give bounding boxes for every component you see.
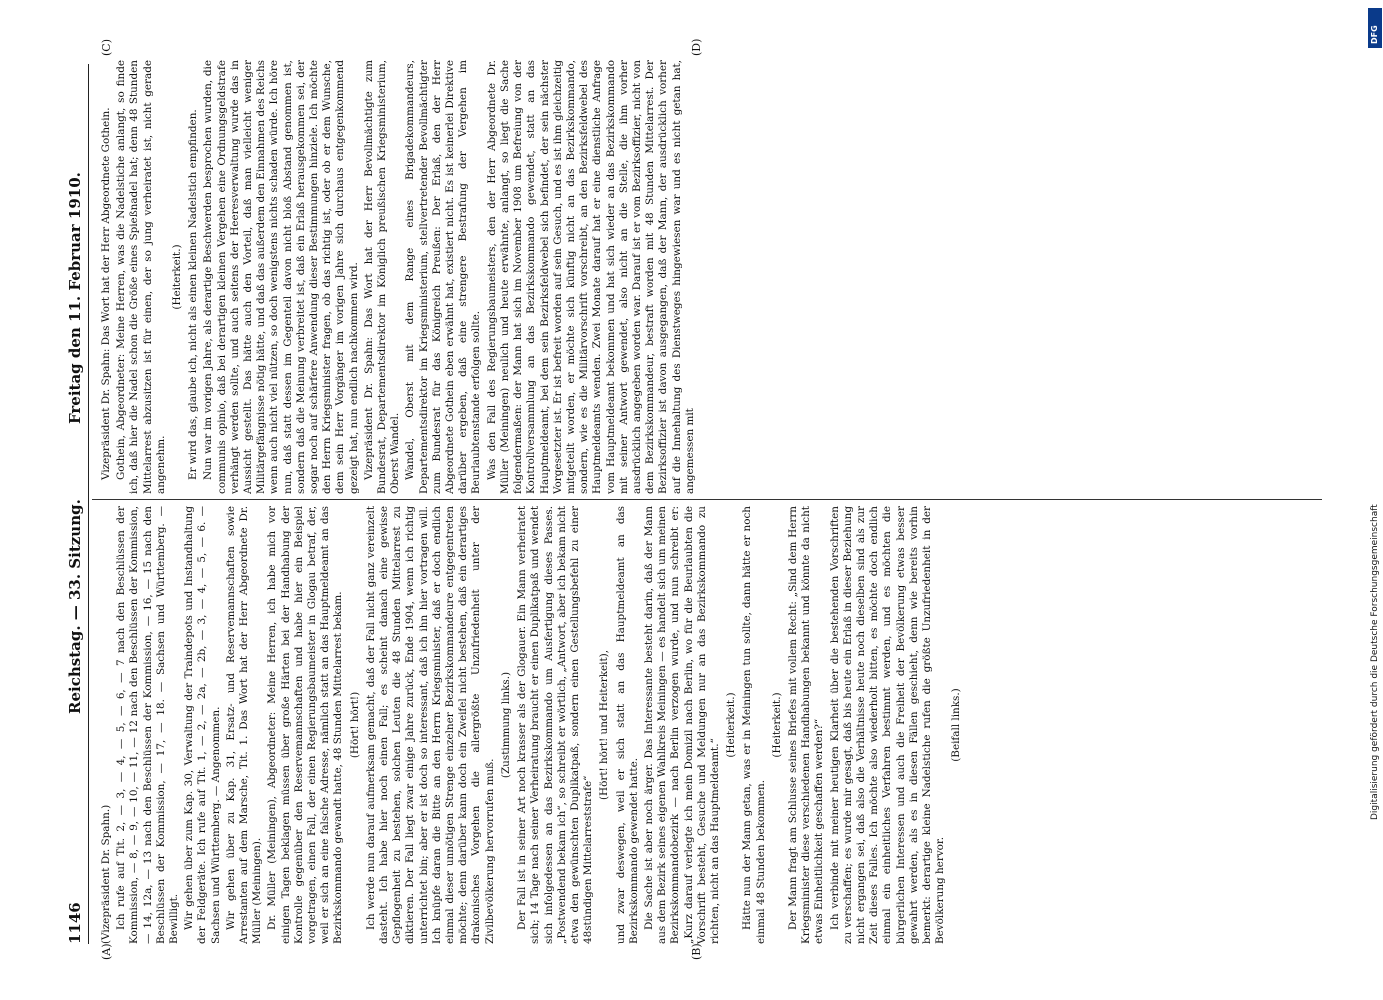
funding-credit: Digitalisierung gefördert durch die Deutsche Forschungsgemeinschaft	[1370, 504, 1380, 820]
dfg-logo-text: DFG	[1370, 25, 1379, 44]
page-header	[58, 64, 89, 944]
margin-marker-d: (D)	[690, 38, 703, 56]
paragraph: und zwar deswegen, weil er sich statt an das Hauptmeldeamt an das Bezirkskommando gewendet hatte.	[614, 506, 640, 944]
interjection: (Hört! hört!)	[348, 691, 361, 759]
paragraph: Wandel, Oberst mit dem Range eines Brigadekommandeurs, Departementsdirektor im Kriegsministerium, stellvertretender Bevollmächtigter zum Bundesrat für das Königreich Preußen: Der Erlaß, den der Herr Abgeordnete Gothein eben erwähnt hat, existiert nicht. Es ist keinerlei Direktive darüber ergeben, daß eine strengere Bestrafung der Vergehen im Beurlaubtenstande erfolgen sollte.	[404, 60, 483, 494]
paragraph: Ich rufe auf Tit. 2, — 3, — 4, — 5, — 6, — 7 nach den Beschlüssen der Kommission, — 8, — 9, — 10, — 11, — 12 nach den Beschlüssen der Kommission, — 14, 12a, — 13 nach den Beschlüssen der Kommission, — 16, — 15 nach den Beschlüssen der Kommission, — 17, — 18. — Sachsen und Württemberg. — Bewilligt.	[115, 506, 181, 944]
paragraph: Er wird das, glaube ich, nicht als einen kleinen Nadelstich empfinden.	[187, 109, 200, 480]
paragraph: Wir gehen über zum Kap. 30, Verwaltung der Traindepots und Instandhaltung der Feldgeräte. Ich rufe auf Tit. 1, — 2, — 2a, — 2b, — 3, — 4, — 5, — 6. — Sachsen und Württemberg. — Angenommen.	[183, 506, 222, 944]
paragraph: Vizepräsident Dr. Spahn: Das Wort hat der Herr Abgeordnete Gothein.	[100, 107, 112, 480]
interjection: (Hört! hört! und Heiterkeit),	[598, 649, 611, 801]
text-column-left	[100, 506, 1318, 944]
paragraph: (Vizepräsident Dr. Spahn.)	[100, 804, 112, 944]
paragraph: Dr. Müller (Meiningen), Abgeordneter: Meine Herren, ich habe mich vor einigen Tagen beklagen müssen über große Härten bei der Handhabung der Kontrolle gegenüber den Reservemannschaften und habe hier ein Beispiel vorgetragen, einen Fall, der einen Regierungsbaumeister in Glogau betraf, der, weil er sich an eine falsche Adresse, nämlich statt an das Hauptmeldeamt an das Bezirkskommando gewandt hatte, 48 Stunden Mittelarrest bekam.	[266, 506, 345, 944]
paragraph: Der Mann fragt am Schlusse seines Briefes mit vollem Recht: „Sind dem Herrn Kriegsminister diese verschiedenen Handhabungen bekannt und könnte da nicht etwas Einheitlichkeit geschaffen werden?“	[786, 506, 826, 944]
margin-marker-c: (C)	[100, 39, 113, 56]
paragraph: Ich werde nun darauf aufmerksam gemacht, daß der Fall nicht ganz vereinzelt dasteht. Ich habe hier noch einen Fall; es scheint danach eine gewisse Gepflogenheit zu bestehen, solchen Leuten die 48 Stunden Mittelarrest zu diktieren. Der Fall liegt zwar einige Jahre zurück, Ende 1904, wenn ich richtig unterrichtet bin; aber er ist doch so interessant, daß ich ihn hier vortragen will. Ich knüpfe daran die Bitte an den Herrn Kriegsminister, daß er doch endlich einmal dieser unnötigen Strenge einzelner Bezirkskommandeure entgegentreten möchte; denn darüber kann doch ein Zweifel nicht bestehen, daß ein derartiges drakonisches Vorgehen die allergrößte Unzufriedenheit unter der Zivilbevölkerung hervorrufen muß.	[364, 506, 496, 944]
page-number: 1146	[66, 902, 84, 944]
interjection: (Heiterkeit.)	[770, 692, 783, 758]
paragraph: Wir gehen über zu Kap. 31, Ersatz- und Reservemannschaften sowie Arrestanten auf dem Marsche, Tit. 1. Das Wort hat der Herr Abgeordnete Dr. Müller (Meiningen).	[224, 506, 264, 944]
column-divider	[92, 499, 1322, 500]
paragraph: Nun war im vorigen Jahre, als derartige Beschwerden besprochen wurden, die communis opinio, daß bei derartigen kleinen Vergehen eine Ordnungsgeldstrafe verhängt werden sollte, und auch seitens der Heeresverwaltung wurde das in Aussicht gestellt. Das hätte auch den Vorteil, daß man vielleicht weniger Militärgefängnisse nötig hätte, und daß das außerdem den Einnahmen des Reichs wenn auch nicht viel nützen, so doch wenigstens nichts schaden würde. Ich höre nun, daß statt dessen im Gegenteil davon nicht bloß Abstand genommen ist, sondern daß die Meinung verbreitet ist, daß ein Erlaß herausgekommen sei, der sogar noch auf schärfere Anwendung dieser Bestimmungen hinziele. Ich möchte den Herrn Kriegsminister fragen, ob das richtig ist, oder ob er dem Wunsche, dem sein Herr Vorgänger im vorigen Jahre sich durchaus entgegenkommend gezeigt hat, nun endlich nachkommen wird.	[202, 60, 360, 494]
paragraph: Ich verbinde mit meiner heutigen Klarheit über die bestehenden Vorschriften zu verschaffen; es wurde mir gesagt, daß bis heute ein Erlaß in dieser Beziehung nicht ergangen sei, daß also die Verhältnisse heute noch dieselben sind als zur Zeit dieses Falles. Ich möchte also wiederholt bitten, es möchte doch endlich einmal ein einheitliches Verfahren bestimmt werden, und es möchten die bürgerlichen Interessen und auch die Freiheit der Bevölkerung etwas besser gewahrt werden, als es in diesen Fällen geschieht, denn wie bereits vorhin bemerkt: derartige kleine Nadelstiche rufen die größte Unzufriedenheit in der Bevölkerung hervor.	[828, 506, 947, 944]
paragraph: Die Sache ist aber noch ärger. Das Interessante besteht darin, daß der Mann aus dem Bezirk seines eigenen Wahlkreis Meiningen — es handelt sich um meinen Bezirkskommandobezirk — nach Berlin verzogen wurde, und nun schreibt er: „Kurz darauf verlegte ich mein Domizil nach Berlin, wo für die Beurlaubten die Vorschrift besteht, Gesuche und Meldungen nur an das Bezirkskommando zu richten, nicht an das Hauptmeldeamt.“	[642, 506, 721, 944]
margin-marker-a: (A)	[100, 943, 113, 960]
session-date: Freitag den 11. Februar 1910.	[66, 172, 84, 424]
text-column-right	[100, 60, 1318, 494]
margin-marker-b: (B)	[690, 943, 703, 960]
interjection: (Zustimmung links.)	[499, 671, 512, 779]
interjection: (Heiterkeit.)	[725, 692, 738, 758]
paragraph: Gothein, Abgeordneter: Meine Herren, was die Nadelstiche anlangt, so finde ich, daß hier die Nadel schon die Größe eines Spießnadel hat; denn 48 Stunden Mittelarrest abzusitzen ist für einen, der so jung verheiratet ist, nicht gerade angenehm.	[115, 60, 167, 494]
interjection: (Heiterkeit.)	[171, 244, 184, 310]
interjection: (Beifall links.)	[950, 688, 963, 762]
paragraph: Hätte nun der Mann getan, was er in Meiningen tun sollte, dann hätte er noch einmal 48 Stunden bekommen.	[741, 506, 767, 944]
paragraph: Was den Fall des Regierungsbaumeisters, den der Herr Abgeordnete Dr. Müller (Meiningen) neulich und heute erwähnte, anlangt, so liegt die Sache folgendermaßen: der Mann hat sich im November 1908 um Befreiung von der Kontrollversammlung an das Bezirkskommando gewendet, statt an das Hauptmeldeamt, bei dem sein Bezirksfeldwebel sich befindet, der sein nächster Vorgesetzter ist. Er ist befreit worden auf sein Gesuch, und es ist ihm gleichzeitig mitgeteilt worden, er möchte sich künftig nicht an das Bezirkskommando, sondern, wie es die Militärvorschrift vorschreibt, an den Bezirksfeldwebel des Hauptmeldeamts wenden. Zwei Monate darauf hat er eine dienstliche Anfrage vom Hauptmeldeamt bekommen und hat sich wieder an das Bezirkskommando mit seiner Antwort gewendet, also nicht an die Stelle, die ihm vorher ausdrücklich angegeben worden war. Darauf ist er vom Bezirksoffizier, nicht von dem Bezirkskommandeur, bestraft worden mit 48 Stunden Mittelarrest. Der Bezirksoffizier ist davon ausgegangen, daß der Mann, der ausdrücklich vorher auf die Innehaltung des Dienstweges hingewiesen war und es nicht getan hat, angemessen mit	[485, 60, 696, 494]
session-title: Reichstag. — 33. Sitzung.	[66, 499, 84, 714]
paragraph: Vizepräsident Dr. Spahn: Das Wort hat der Herr Bevollmächtigte zum Bundesrat, Departementsdirektor im Königlich preußischen Kriegsministerium, Oberst Wandel.	[362, 60, 402, 494]
paragraph: Der Fall ist in seiner Art noch krasser als der Glogauer. Ein Mann verheiratet sich; 14 Tage nach seiner Verheiratung braucht er einen Duplikatpaß und wendet sich infolgedessen an das Bezirkskommando um Ausfertigung dieses Passes. „Postwendend bekam ich“, so schreibt er wörtlich, „Antwort, aber ich bekam nicht etwa den gewünschten Duplikatpaß, sondern einen Gestellungsbefehl zu einer 48stündigen Mittelarreststrafe“	[516, 506, 595, 944]
